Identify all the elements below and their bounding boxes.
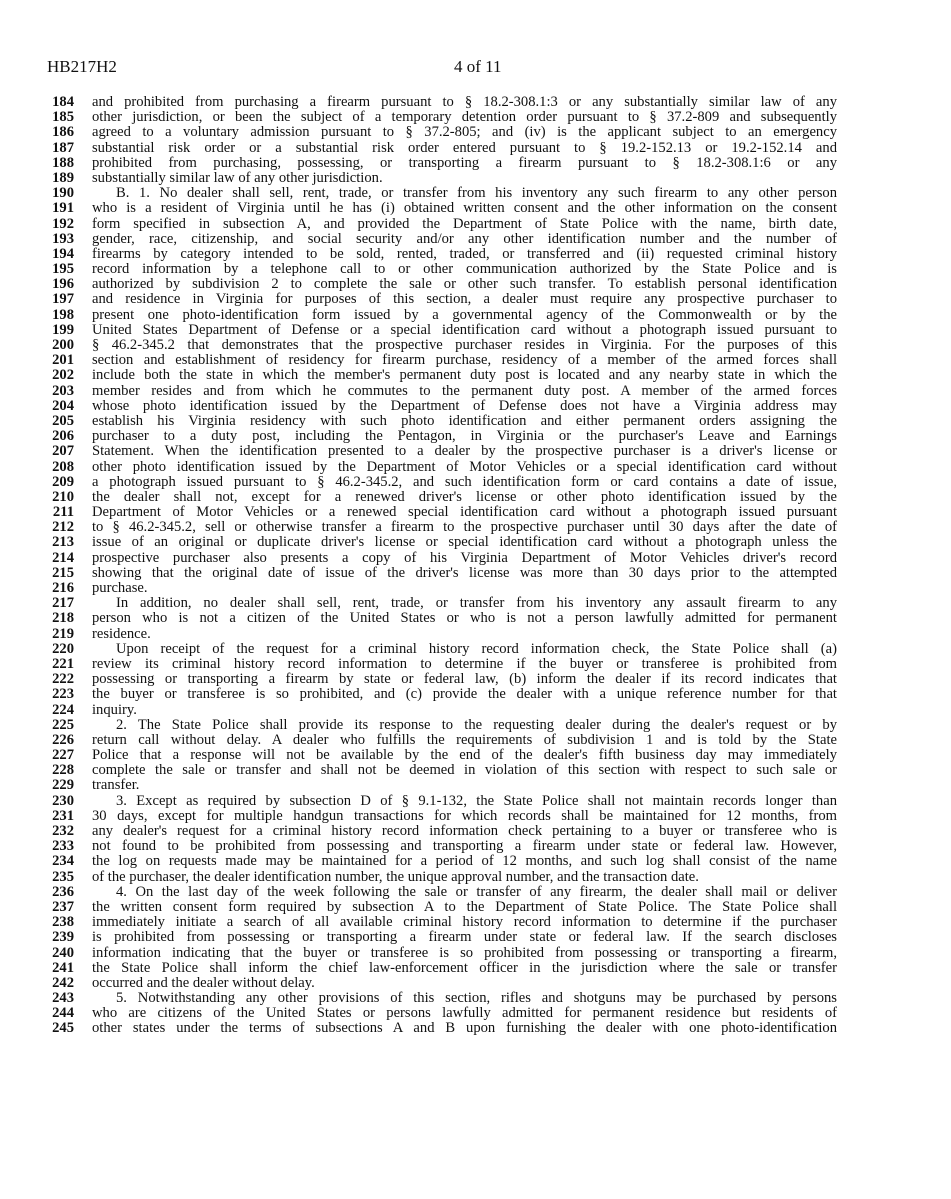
line-number: 237	[52, 898, 74, 915]
line-text: form specified in subsection A, and provided the Department of State Police with the name, birth date,	[92, 216, 837, 232]
text-line	[0, 156, 951, 171]
text-line	[0, 961, 951, 976]
line-text: 4. On the last day of the week following the sale or transfer of any firearm, the dealer shall mail or deliver	[116, 884, 837, 900]
line-text: the log on requests made may be maintained for a period of 12 months, and such log shall consist of the name	[92, 854, 837, 870]
text-line	[0, 642, 951, 657]
line-number: 222	[52, 671, 74, 688]
line-number: 235	[52, 868, 74, 885]
line-number: 187	[52, 139, 74, 156]
line-number: 197	[52, 291, 74, 308]
text-line	[0, 930, 951, 945]
line-text: include both the state in which the member's permanent duty post is located and any nearby state in which the	[92, 368, 837, 384]
line-number: 198	[52, 306, 74, 323]
line-text: Upon receipt of the request for a criminal history record information check, the State Police shall (a)	[116, 641, 837, 657]
line-text: B. 1. No dealer shall sell, rent, trade, or transfer from his inventory any such firearm to any other person	[116, 186, 837, 202]
text-line	[0, 824, 951, 839]
text-line	[0, 839, 951, 854]
text-line	[0, 490, 951, 505]
text-line	[0, 596, 951, 611]
line-number: 226	[52, 731, 74, 748]
text-line	[0, 460, 951, 475]
page-number: 4 of 11	[454, 57, 502, 76]
text-line	[0, 1006, 951, 1021]
text-line	[0, 505, 951, 520]
line-number: 209	[52, 473, 74, 490]
line-text: whose photo identification issued by the Department of Defense does not have a Virginia address may	[92, 398, 837, 414]
line-number: 189	[52, 169, 74, 186]
line-text: not found to be prohibited from possessing and transporting a firearm under state or federal law. However,	[92, 839, 837, 855]
line-number: 238	[52, 914, 74, 931]
text-line	[0, 854, 951, 869]
line-number: 243	[52, 990, 74, 1007]
text-line	[0, 414, 951, 429]
line-text: purchase.	[92, 581, 148, 596]
line-number: 205	[52, 412, 74, 429]
text-line	[0, 778, 951, 793]
text-line	[0, 475, 951, 490]
text-line	[0, 95, 951, 110]
line-text: the buyer or transferee is so prohibited, and (c) provide the dealer with a unique reference number for that	[92, 687, 837, 703]
line-number: 218	[52, 610, 74, 627]
text-line	[0, 900, 951, 915]
line-text: Department of Motor Vehicles or a renewed special identification card without a photograph issued pursuant	[92, 505, 837, 521]
text-line	[0, 399, 951, 414]
text-line	[0, 338, 951, 353]
line-number: 211	[52, 504, 74, 521]
text-line	[0, 703, 951, 718]
text-line	[0, 748, 951, 763]
line-text: is prohibited from possessing or transporting a firearm under state or federal law. If the search discloses	[92, 930, 837, 946]
line-text: person who is not a citizen of the United States or who is not a person lawfully admitted for permanent	[92, 611, 837, 627]
line-text: the written consent form required by subsection A to the Department of State Police. The State Police shall	[92, 899, 837, 915]
line-number: 213	[52, 534, 74, 551]
line-text: who are citizens of the United States or persons lawfully admitted for permanent residence but residents of	[92, 1006, 837, 1022]
line-number: 242	[52, 974, 74, 991]
line-number: 219	[52, 625, 74, 642]
line-text: United States Department of Defense or a special identification card without a photograph issued pursuant to	[92, 322, 837, 338]
line-text: § 46.2-345.2 that demonstrates that the prospective purchaser resides in Virginia. For the purposes of this	[92, 338, 837, 353]
text-line	[0, 262, 951, 277]
text-line	[0, 915, 951, 930]
line-number: 184	[52, 94, 74, 110]
text-line	[0, 1021, 951, 1036]
line-number: 201	[52, 352, 74, 369]
text-line	[0, 535, 951, 550]
line-text: record information by a telephone call to or other communication authorized by the State Police and is	[92, 262, 837, 278]
text-line	[0, 885, 951, 900]
text-line	[0, 444, 951, 459]
text-line	[0, 763, 951, 778]
bill-code: HB217H2	[47, 57, 117, 76]
line-text: and residence in Virginia for purposes of this section, a dealer must require any prospective purchaser to	[92, 292, 837, 308]
line-number: 241	[52, 959, 74, 976]
line-number: 234	[52, 853, 74, 870]
text-line	[0, 627, 951, 642]
text-line	[0, 657, 951, 672]
line-number: 208	[52, 458, 74, 475]
line-text: information indicating that the buyer or transferee is so prohibited from possessing or transporting a firearm,	[92, 945, 837, 961]
line-number: 216	[52, 580, 74, 596]
line-text: firearms by category intended to be sold, rented, traded, or transferred and (ii) requested criminal history	[92, 246, 837, 262]
line-text: of the purchaser, the dealer identification number, the unique approval number, and the transaction date.	[92, 869, 699, 885]
line-text: authorized by subdivision 2 to complete the sale or other such transfer. To establish personal identification	[92, 277, 837, 293]
text-line	[0, 718, 951, 733]
line-number: 239	[52, 929, 74, 946]
line-number: 195	[52, 261, 74, 278]
line-number: 231	[52, 807, 74, 824]
line-text: member resides and from which he commutes to the permanent duty post. A member of the armed forces	[92, 383, 837, 399]
line-number: 196	[52, 276, 74, 293]
line-text: a photograph issued pursuant to § 46.2-345.2, and such identification form or card contains a date of issue,	[92, 474, 837, 490]
line-number: 207	[52, 443, 74, 460]
line-text: section and establishment of residency for firearm purchase, residency of a member of the armed forces shall	[92, 353, 837, 369]
line-text: to § 46.2-345.2, sell or otherwise transfer a firearm to the prospective purchaser until 30 days after the date of	[92, 520, 837, 536]
line-number: 230	[52, 792, 74, 809]
text-line	[0, 353, 951, 368]
line-text: agreed to a voluntary admission pursuant to § 37.2-805; and (iv) is the applicant subject to an emergency	[92, 125, 837, 141]
line-number: 228	[52, 762, 74, 779]
line-number: 186	[52, 124, 74, 141]
line-number: 217	[52, 595, 74, 612]
line-text: 2. The State Police shall provide its response to the requesting dealer during the dealer's request or by	[116, 717, 837, 733]
text-line	[0, 171, 951, 186]
line-text: the dealer shall not, except for a renewed driver's license or other photo identification issued by the	[92, 489, 837, 505]
line-number: 193	[52, 230, 74, 247]
text-line	[0, 368, 951, 383]
line-number: 224	[52, 701, 74, 718]
line-text: transfer.	[92, 778, 140, 794]
text-line	[0, 581, 951, 596]
text-line	[0, 110, 951, 125]
line-number: 214	[52, 549, 74, 566]
line-number: 223	[52, 686, 74, 703]
text-line	[0, 141, 951, 156]
line-text: issue of an original or duplicate driver's license or special identification card without a photograph unless the	[92, 535, 837, 551]
line-text: 5. Notwithstanding any other provisions of this section, rifles and shotguns may be purchased by persons	[116, 991, 837, 1007]
text-line	[0, 247, 951, 262]
text-line	[0, 976, 951, 991]
line-number: 191	[52, 200, 74, 217]
text-line	[0, 733, 951, 748]
line-number: 244	[52, 1005, 74, 1022]
text-line	[0, 551, 951, 566]
line-number: 200	[52, 337, 74, 353]
text-line	[0, 809, 951, 824]
page-header	[0, 57, 951, 77]
text-line	[0, 429, 951, 444]
line-number: 221	[52, 655, 74, 672]
line-text: possessing or transporting a firearm by state or federal law, (b) inform the dealer if its record indicates that	[92, 672, 837, 688]
text-line	[0, 946, 951, 961]
line-number: 220	[52, 640, 74, 657]
text-line	[0, 323, 951, 338]
line-text: prohibited from purchasing, possessing, or transporting a firearm pursuant to § 18.2-308.1:6 or any	[92, 155, 837, 171]
text-line	[0, 794, 951, 809]
line-number: 245	[52, 1020, 74, 1037]
line-text: inquiry.	[92, 702, 137, 718]
line-text: other photo identification issued by the Department of Motor Vehicles or a special identification card without	[92, 459, 837, 475]
text-line	[0, 520, 951, 535]
line-number: 236	[52, 883, 74, 900]
line-text: review its criminal history record information to determine if the buyer or transferee is prohibited from	[92, 656, 837, 672]
line-text: substantially similar law of any other jurisdiction.	[92, 170, 383, 186]
line-text: Statement. When the identification presented to a dealer by the prospective purchaser is a driver's license or	[92, 444, 837, 460]
line-text: gender, race, citizenship, and social security and/or any other identification number and the number of	[92, 231, 837, 247]
text-line	[0, 308, 951, 323]
line-number: 215	[52, 564, 74, 581]
text-line	[0, 186, 951, 201]
text-line	[0, 277, 951, 292]
text-line	[0, 672, 951, 687]
line-number: 203	[52, 382, 74, 399]
line-number: 202	[52, 367, 74, 384]
line-text: complete the sale or transfer and shall not be deemed in violation of this section with respect to such sale or	[92, 763, 837, 779]
line-number: 233	[52, 838, 74, 855]
line-text: In addition, no dealer shall sell, rent, trade, or transfer from his inventory any assault firearm to any	[116, 596, 837, 612]
line-number: 232	[52, 823, 74, 839]
line-text: 30 days, except for multiple handgun transactions for which records shall be maintained for 12 months, from	[92, 808, 837, 824]
line-number: 192	[52, 215, 74, 232]
line-number: 188	[52, 154, 74, 171]
line-text: occurred and the dealer without delay.	[92, 975, 315, 991]
text-line	[0, 292, 951, 307]
line-number: 185	[52, 109, 74, 126]
line-text: other jurisdiction, or been the subject of a temporary detention order pursuant to § 37.2-809 and subsequently	[92, 110, 837, 126]
line-number: 190	[52, 185, 74, 202]
line-text: present one photo-identification form issued by a governmental agency of the Commonwealth or by the	[92, 307, 837, 323]
line-text: showing that the original date of issue of the driver's license was more than 30 days prior to the attempted	[92, 565, 837, 581]
line-number: 229	[52, 777, 74, 794]
line-number: 210	[52, 488, 74, 505]
line-text: purchaser to a duty post, including the Pentagon, in Virginia or the purchaser's Leave and Earnings	[92, 429, 837, 445]
line-text: any dealer's request for a criminal history record information check pertaining to a buyer or transferee who is	[92, 824, 837, 839]
text-line	[0, 232, 951, 247]
line-text: establish his Virginia residency with such photo identification and either permanent orders assigning the	[92, 413, 837, 429]
text-line	[0, 201, 951, 216]
line-number: 194	[52, 245, 74, 262]
line-text: return call without delay. A dealer who fulfills the requirements of subdivision 1 and is told by the State	[92, 732, 837, 748]
text-line	[0, 384, 951, 399]
text-line	[0, 611, 951, 626]
line-text: residence.	[92, 626, 151, 642]
text-line	[0, 870, 951, 885]
line-number: 204	[52, 397, 74, 414]
line-number: 212	[52, 519, 74, 536]
line-text: prospective purchaser also presents a copy of his Virginia Department of Motor Vehicles driver's record	[92, 550, 837, 566]
line-text: substantial risk order or a substantial risk order entered pursuant to § 19.2-152.13 or 19.2-152.14 and	[92, 140, 837, 156]
line-text: and prohibited from purchasing a firearm pursuant to § 18.2-308.1:3 or any substantially similar law of any	[92, 95, 837, 110]
line-number: 227	[52, 747, 74, 764]
line-text: the State Police shall inform the chief law-enforcement officer in the jurisdiction where the sale or transfer	[92, 960, 837, 976]
text-line	[0, 566, 951, 581]
line-text: Police that a response will not be available by the end of the dealer's fifth business day may immediately	[92, 748, 837, 764]
text-line	[0, 687, 951, 702]
text-line	[0, 125, 951, 140]
line-number: 199	[52, 321, 74, 338]
line-text: other states under the terms of subsections A and B upon furnishing the dealer with one photo-identification	[92, 1021, 837, 1037]
text-line	[0, 991, 951, 1006]
line-text: 3. Except as required by subsection D of § 9.1-132, the State Police shall not maintain records longer than	[116, 793, 837, 809]
bill-text-body	[0, 95, 951, 1037]
line-text: who is a resident of Virginia until he has (i) obtained written consent and the other information on the consent	[92, 201, 837, 217]
line-text: immediately initiate a search of all available criminal history record information to determine if the purchaser	[92, 915, 837, 931]
line-number: 225	[52, 716, 74, 733]
line-number: 240	[52, 944, 74, 961]
line-number: 206	[52, 428, 74, 445]
text-line	[0, 217, 951, 232]
